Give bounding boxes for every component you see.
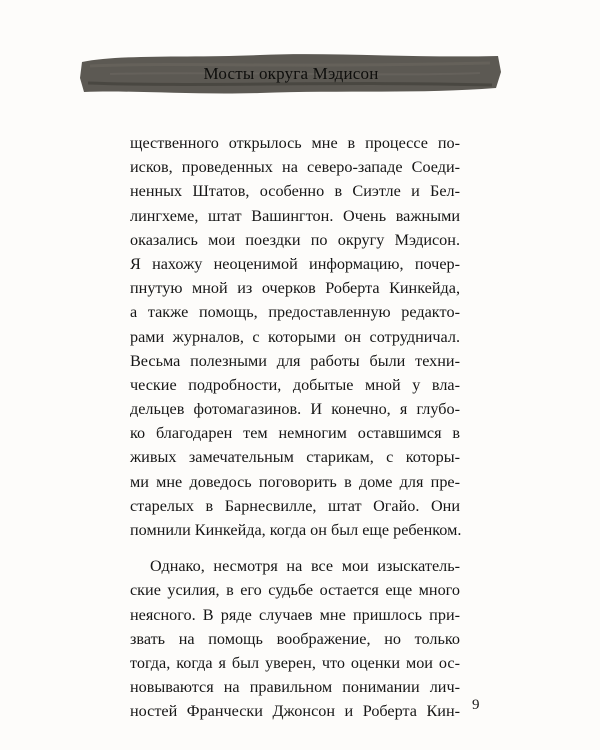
running-title: Мосты округа Мэдисон xyxy=(203,64,379,83)
text-line: лингхеме, штат Вашингтон. Очень важными xyxy=(130,206,460,225)
body-text xyxy=(130,131,460,724)
text-line: живых замечательным старикам, с которы- xyxy=(130,448,460,467)
page-number: 9 xyxy=(472,697,480,713)
text-line: щественного открылось мне в процессе по- xyxy=(130,134,460,152)
text-line: ностей Франчески Джонсон и Роберта Кин- xyxy=(130,702,460,721)
text-line: а также помощь, предоставленную редактo- xyxy=(130,303,460,322)
text-line: ми мне доведось поговорить в доме для пре- xyxy=(130,472,460,491)
text-line: неясного. В ряде случаев мне пришлось при- xyxy=(130,605,460,624)
paragraph xyxy=(130,554,460,723)
text-line: оказались мои поездки по округу Мэдисон. xyxy=(130,230,460,249)
text-line: ские усилия, в его судьбе остается еще много xyxy=(130,581,460,600)
text-line: звать на помощь воображение, но только xyxy=(130,629,460,648)
text-line: исков, проведенных на северо-западе Соеди- xyxy=(130,158,460,177)
text-line: Весьма полезными для работы были техни- xyxy=(130,351,460,370)
text-line: дельцев фотомагазинов. И конечно, я глубо- xyxy=(130,400,460,419)
text-line: новываются на правильном понимании лич- xyxy=(130,678,460,697)
text-line: тогда, когда я был уверен, что оценки мои ос- xyxy=(130,653,460,672)
text-line: Однако, несмотря на все мои изыскатель- xyxy=(150,557,460,576)
text-line: помнили Кинкейда, когда он был еще ребенком. xyxy=(130,521,462,539)
text-line: пнутую мной из очерков Роберта Кинкейда, xyxy=(130,279,460,298)
paragraph xyxy=(130,131,460,542)
text-line: рами журналов, с которыми он сотрудничал. xyxy=(130,327,460,346)
text-line: Я нахожу неоценимой информацию, почер- xyxy=(130,254,460,273)
text-line: ческие подробности, добытые мной у вла- xyxy=(130,375,460,394)
running-header xyxy=(80,50,502,96)
text-line: ненных Штатов, особенно в Сиэтле и Бел- xyxy=(130,182,460,201)
text-line: старелых в Барнесвилле, штат Огайо. Они xyxy=(130,496,460,515)
text-line: ко благодарен тем немногим оставшимся в xyxy=(130,424,460,443)
paragraph-gap xyxy=(130,542,460,554)
